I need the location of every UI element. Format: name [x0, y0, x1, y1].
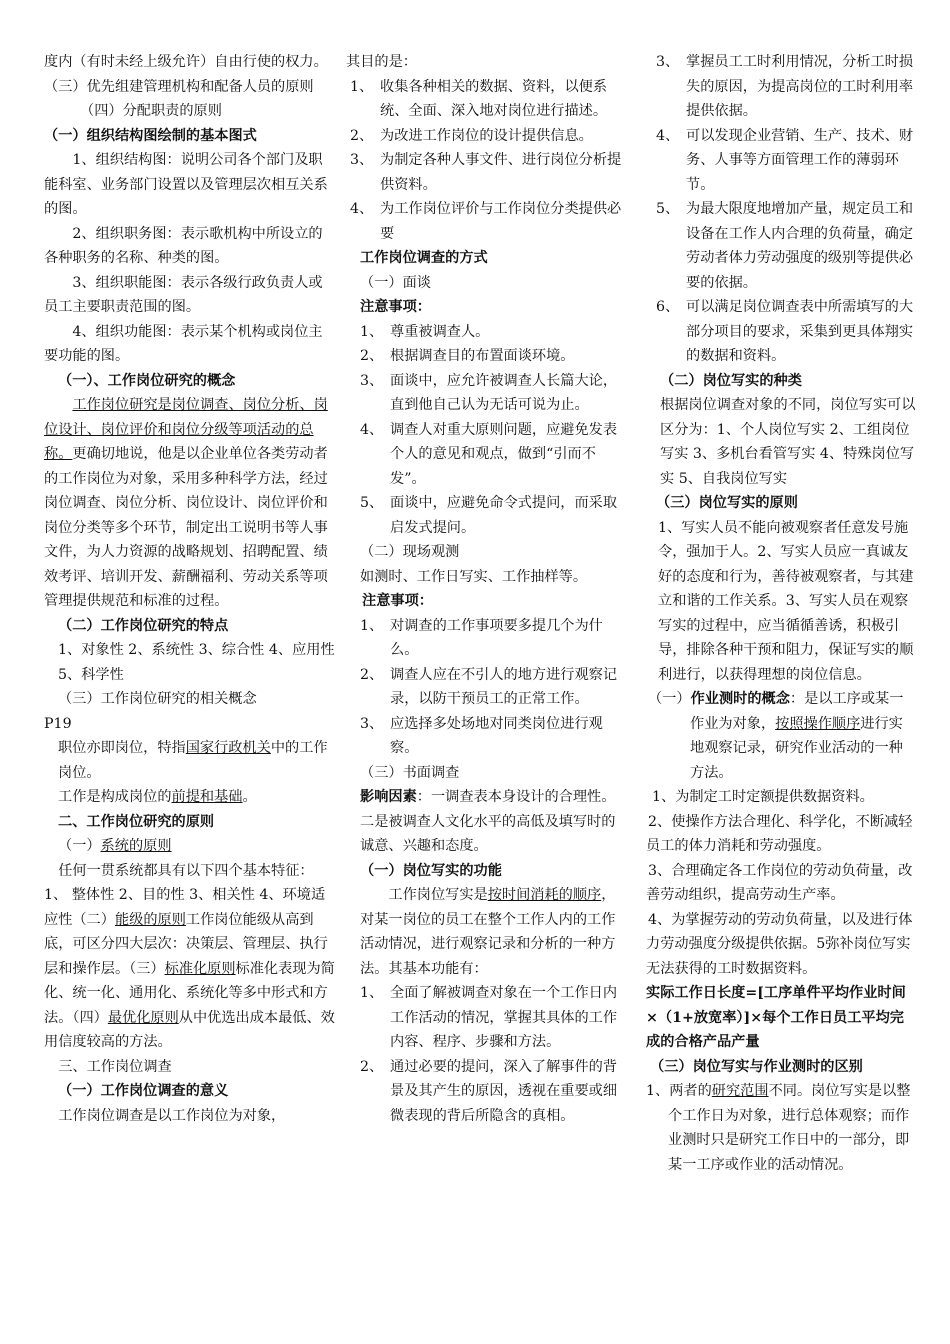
column-middle — [346, 50, 626, 1128]
list-item-number: 2、 — [350, 127, 374, 144]
underlined-text: 研究范围 — [711, 1083, 769, 1099]
paragraph — [44, 393, 336, 614]
list-item — [346, 344, 626, 369]
paragraph: 1、写实人员不能向被观察者任意发号施令，强加于人。2、写实人员应一真诚友好的态度和行为，善待被观察者，与其建立和谐的工作关系。3、写实人员在观察写实的过程中，应当循循善诱，积极引导，排除各种干预和阻力，保证写实的顺利进行，以获得理想的岗位信息。 — [658, 519, 914, 683]
list-item-number: 4、 — [360, 421, 384, 438]
list-item-text: 尊重被调查人。 — [390, 323, 490, 340]
formula: 实际工作日长度=[工序单件平均作业时间×（1+放宽率）]×每个工作日员工平均完成的合格产品产量 — [646, 985, 906, 1050]
paragraph: 4、为掌握劳动的劳动负荷量，以及进行体力劳动强度分级提供依据。5弥补岗位写实无法获得的工时数据资料。 — [646, 911, 913, 977]
paragraph — [346, 883, 626, 981]
paragraph: 根据岗位调查对象的不同，岗位写实可以区分为：1、个人岗位写实 2、工组岗位写实 3、多机台看管写实 4、特殊岗位写实 5、自我岗位写实 — [660, 397, 916, 487]
list-item-number: 2、 — [360, 1058, 384, 1075]
paragraph: 1、对象性 2、系统性 3、综合性 4、应用性 5、科学性 — [58, 642, 335, 683]
list-item-text: 面谈中，应避免命令式提问，而采取启发式提问。 — [390, 495, 618, 536]
underlined-text: 按照操作顺序 — [775, 715, 861, 732]
section-heading: 二、工作岗位研究的原则 — [58, 813, 215, 830]
heading-number: （一） — [648, 691, 691, 707]
underlined-text: 系统的原则 — [100, 838, 172, 854]
text-line: （三）优先组建管理机构和配备人员的原则 — [44, 78, 314, 95]
list-item-number: 3、 — [350, 152, 374, 168]
sub-heading — [44, 834, 336, 859]
paragraph-text: 任何一贯系统都具有以下四个基本特征：1、 整体性 2、目的性 3、相关性 4、环境适应性（二） — [44, 862, 326, 928]
paragraph-text: 从中优选出成本最低、效用信度较高的方法。 — [44, 1009, 335, 1050]
list-item — [346, 663, 626, 712]
paragraph: 1、组织结构图：说明公司各个部门及职能科室、业务部门设置以及管理层次相互关系的图。 — [44, 152, 328, 217]
list-item-number: 4、 — [656, 127, 680, 144]
list-item-number: 1、 — [360, 985, 384, 1001]
underlined-text: 标准化原则 — [164, 960, 236, 977]
list-item-text: 全面了解被调查对象在一个工作日内工作活动的情况，掌握其具体的工作内容、程序、步骤和方法。 — [390, 985, 618, 1050]
paragraph-text: ：是以工序或某一作业为对象， — [690, 691, 904, 732]
list-item — [346, 981, 626, 1055]
paragraph-text: 两者的 — [669, 1083, 712, 1099]
paragraph-text: ，对某一岗位的员工在整个工作人内的工作活动情况，进行观察记录和分析的一种方法。其基本功能有： — [360, 887, 616, 977]
list-item — [346, 369, 626, 418]
underlined-text: 按时间消耗的顺序 — [487, 887, 602, 903]
list-item — [346, 491, 626, 540]
list-item-text: 可以发现企业营销、生产、技术、财务、人事等方面管理工作的薄弱环节。 — [686, 127, 914, 193]
list-item-number: 1、 — [350, 78, 374, 95]
list-item — [346, 1055, 626, 1129]
paragraph-text: 职位亦即岗位，特指 — [58, 740, 186, 756]
list-item — [346, 197, 626, 246]
list-item-number: 5、 — [360, 495, 384, 511]
list-item-number: 1、 — [360, 617, 384, 634]
list-item-number: 4、 — [350, 201, 374, 217]
list-item-text: 调查人对重大原则问题，应避免发表个人的意见和观点，做到“引而不发”。 — [390, 421, 618, 487]
list-item — [346, 614, 626, 663]
underlined-text: 工作岗位研究是岗位调查、岗位分析、岗位设计、岗位评价和岗位分级等项活动的总称。 — [44, 397, 328, 462]
paragraph-text: 中的工作岗位。 — [58, 740, 328, 781]
page-ref: P19 — [44, 715, 72, 732]
underlined-text: 前提和基础 — [171, 789, 243, 805]
paragraph — [44, 859, 336, 1055]
list-item — [346, 712, 626, 761]
paragraph-text: 工作岗位能级从高到底，可区分四大层次：决策层、管理层、执行层和操作层。（三） — [44, 911, 328, 977]
list-item — [646, 197, 916, 295]
paragraph-text: 更确切地说，他是以企业单位各类劳动者的工作岗位为对象，采用多种科学方法，经过岗位调查、岗位分析、岗位设计、岗位评价和岗位分类等多个环节，制定出工说明书等人事文件，为人力资源的战略规划、招聘配置、绩效考评、培训开发、薪酬福利、劳动关系等项管理提供规范和标准的过程。 — [44, 446, 328, 609]
list-item — [646, 124, 916, 198]
heading-number: （一） — [58, 838, 101, 854]
list-item-text: 通过必要的提问，深入了解事件的背景及其产生的原因，透视在重要或细微表现的背后所隐含的真相。 — [390, 1058, 618, 1124]
section-heading: 注意事项： — [362, 593, 433, 609]
list-item — [646, 50, 916, 124]
text-line: 其目的是： — [346, 54, 417, 70]
paragraph — [646, 1079, 916, 1177]
list-item-text: 对调查的工作事项要多提几个为什么。 — [390, 617, 603, 658]
section-heading: 注意事项： — [360, 299, 431, 315]
numbered-list — [646, 50, 916, 369]
paragraph-text: 标准化表现为简化、统一化、通用化、系统化等多中形式和方法。（四） — [44, 960, 335, 1026]
list-item-text: 根据调查目的布置面谈环境。 — [390, 348, 575, 364]
section-heading: （二）工作岗位研究的特点 — [58, 617, 229, 634]
list-item — [346, 124, 626, 149]
paragraph — [44, 736, 336, 785]
list-item-text: 应选择多处场地对同类岗位进行观察。 — [390, 715, 603, 756]
heading-number: 1、 — [646, 1083, 670, 1099]
paragraph — [346, 785, 626, 859]
text-line: （二）现场观测 — [360, 544, 460, 560]
underlined-text: 能级的原则 — [114, 911, 186, 928]
section-heading: （二）岗位写实的种类 — [660, 372, 802, 389]
text-line: （三）书面调查 — [360, 764, 460, 781]
paragraph — [44, 785, 336, 810]
list-item — [346, 148, 626, 197]
section-heading: （一）岗位写实的功能 — [360, 862, 502, 879]
paragraph: 3、组织职能图：表示各级行政负责人或员工主要职责范围的图。 — [44, 274, 323, 315]
list-item-number: 3、 — [360, 715, 384, 732]
paragraph-text: 进行实地观察记录，研究作业活动的一种方法。 — [690, 715, 903, 781]
section-heading: （三）岗位写实的原则 — [656, 495, 798, 511]
section-heading: （三）岗位写实与作业测时的区别 — [650, 1058, 863, 1075]
paragraph-text: ：一调查表本身设计的合理性。二是被调查人文化水平的高低及填写时的诚意、兴趣和态度。 — [360, 789, 616, 854]
paragraph: 2、使操作方法合理化、科学化，不断减轻员工的体力消耗和劳动强度。 — [646, 813, 913, 854]
bold-text: 作业测时的概念 — [690, 691, 790, 707]
text-line: （一）面谈 — [360, 274, 431, 291]
list-item — [346, 320, 626, 345]
section-heading: （一）、工作岗位研究的概念 — [58, 372, 236, 389]
list-item-text: 为制定各种人事文件、进行岗位分析提供资料。 — [380, 152, 622, 193]
list-item-number: 2、 — [360, 348, 384, 364]
section-heading: 三、工作岗位调查 — [58, 1058, 172, 1075]
numbered-list — [346, 320, 626, 541]
list-item-text: 为最大限度地增加产量，规定员工和设备在工作人内合理的负荷量，确定劳动者体力劳动强度的级别等提供必要的依据。 — [686, 201, 914, 291]
paragraph: 1、为制定工时定额提供数据资料。 — [652, 789, 874, 805]
paragraph: 工作岗位调查是以工作岗位为对象， — [58, 1107, 286, 1124]
list-item-number: 1、 — [360, 323, 384, 340]
list-item — [346, 418, 626, 492]
section-heading: （一）组织结构图绘制的基本图式 — [44, 127, 257, 144]
paragraph-text: 工作是构成岗位的 — [58, 789, 172, 805]
list-item — [346, 75, 626, 124]
text-line: 度内（有时未经上级允许）自由行使的权力。 — [44, 54, 328, 70]
list-item-number: 2、 — [360, 666, 384, 683]
underlined-text: 最优化原则 — [107, 1009, 179, 1026]
column-right — [646, 50, 916, 1177]
paragraph — [646, 687, 916, 785]
paragraph-text: 不同。岗位写实是以整个工作日为对象，进行总体观察；而作业测时只是研究工作日中的一部分，即某一工序或作业的活动情况。 — [668, 1083, 911, 1173]
list-item-number: 5、 — [656, 201, 680, 217]
list-item-text: 为改进工作岗位的设计提供信息。 — [380, 127, 593, 144]
paragraph-text: 工作岗位写实是 — [388, 887, 488, 903]
list-item-text: 收集各种相关的数据、资料，以便系统、全面、深入地对岗位进行描述。 — [380, 78, 608, 119]
text-line: （三）工作岗位研究的相关概念 — [58, 691, 257, 707]
text-line: （四）分配职责的原则 — [80, 103, 222, 119]
list-item-text: 面谈中，应允许被调查人长篇大论，直到他自己认为无话可说为止。 — [390, 372, 618, 413]
text-line: 如测时、工作日写实、工作抽样等。 — [360, 568, 588, 585]
underlined-text: 国家行政机关 — [185, 740, 271, 756]
section-heading: 工作岗位调查的方式 — [360, 250, 488, 266]
paragraph: 2、组织职务图：表示歌机构中所设立的各种职务的名称、种类的图。 — [44, 225, 323, 266]
list-item-number: 3、 — [656, 54, 680, 70]
list-item-text: 为工作岗位评价与工作岗位分类提供必要 — [380, 201, 622, 242]
list-item-text: 调查人应在不引人的地方进行观察记录，以防干预员工的正常工作。 — [390, 666, 618, 707]
list-item-number: 3、 — [360, 372, 384, 389]
list-item-text: 可以满足岗位调查表中所需填写的大部分项目的要求，采集到更具体翔实的数据和资料。 — [686, 299, 914, 364]
paragraph-text: 。 — [242, 789, 257, 805]
list-item-number: 6、 — [656, 299, 680, 315]
paragraph: 3、合理确定各工作岗位的劳动负荷量，改善劳动组织，提高劳动生产率。 — [646, 862, 913, 903]
list-item — [646, 295, 916, 369]
section-heading: （一）工作岗位调查的意义 — [58, 1083, 229, 1099]
column-left — [44, 50, 336, 1128]
numbered-list — [346, 981, 626, 1128]
numbered-list — [346, 75, 626, 247]
numbered-list — [346, 614, 626, 761]
bold-text: 影响因素 — [360, 789, 417, 805]
list-item-text: 掌握员工工时利用情况，分析工时损失的原因，为提高岗位的工时利用率提供依据。 — [686, 54, 914, 119]
paragraph: 4、组织功能图：表示某个机构或岗位主要功能的图。 — [44, 323, 323, 364]
